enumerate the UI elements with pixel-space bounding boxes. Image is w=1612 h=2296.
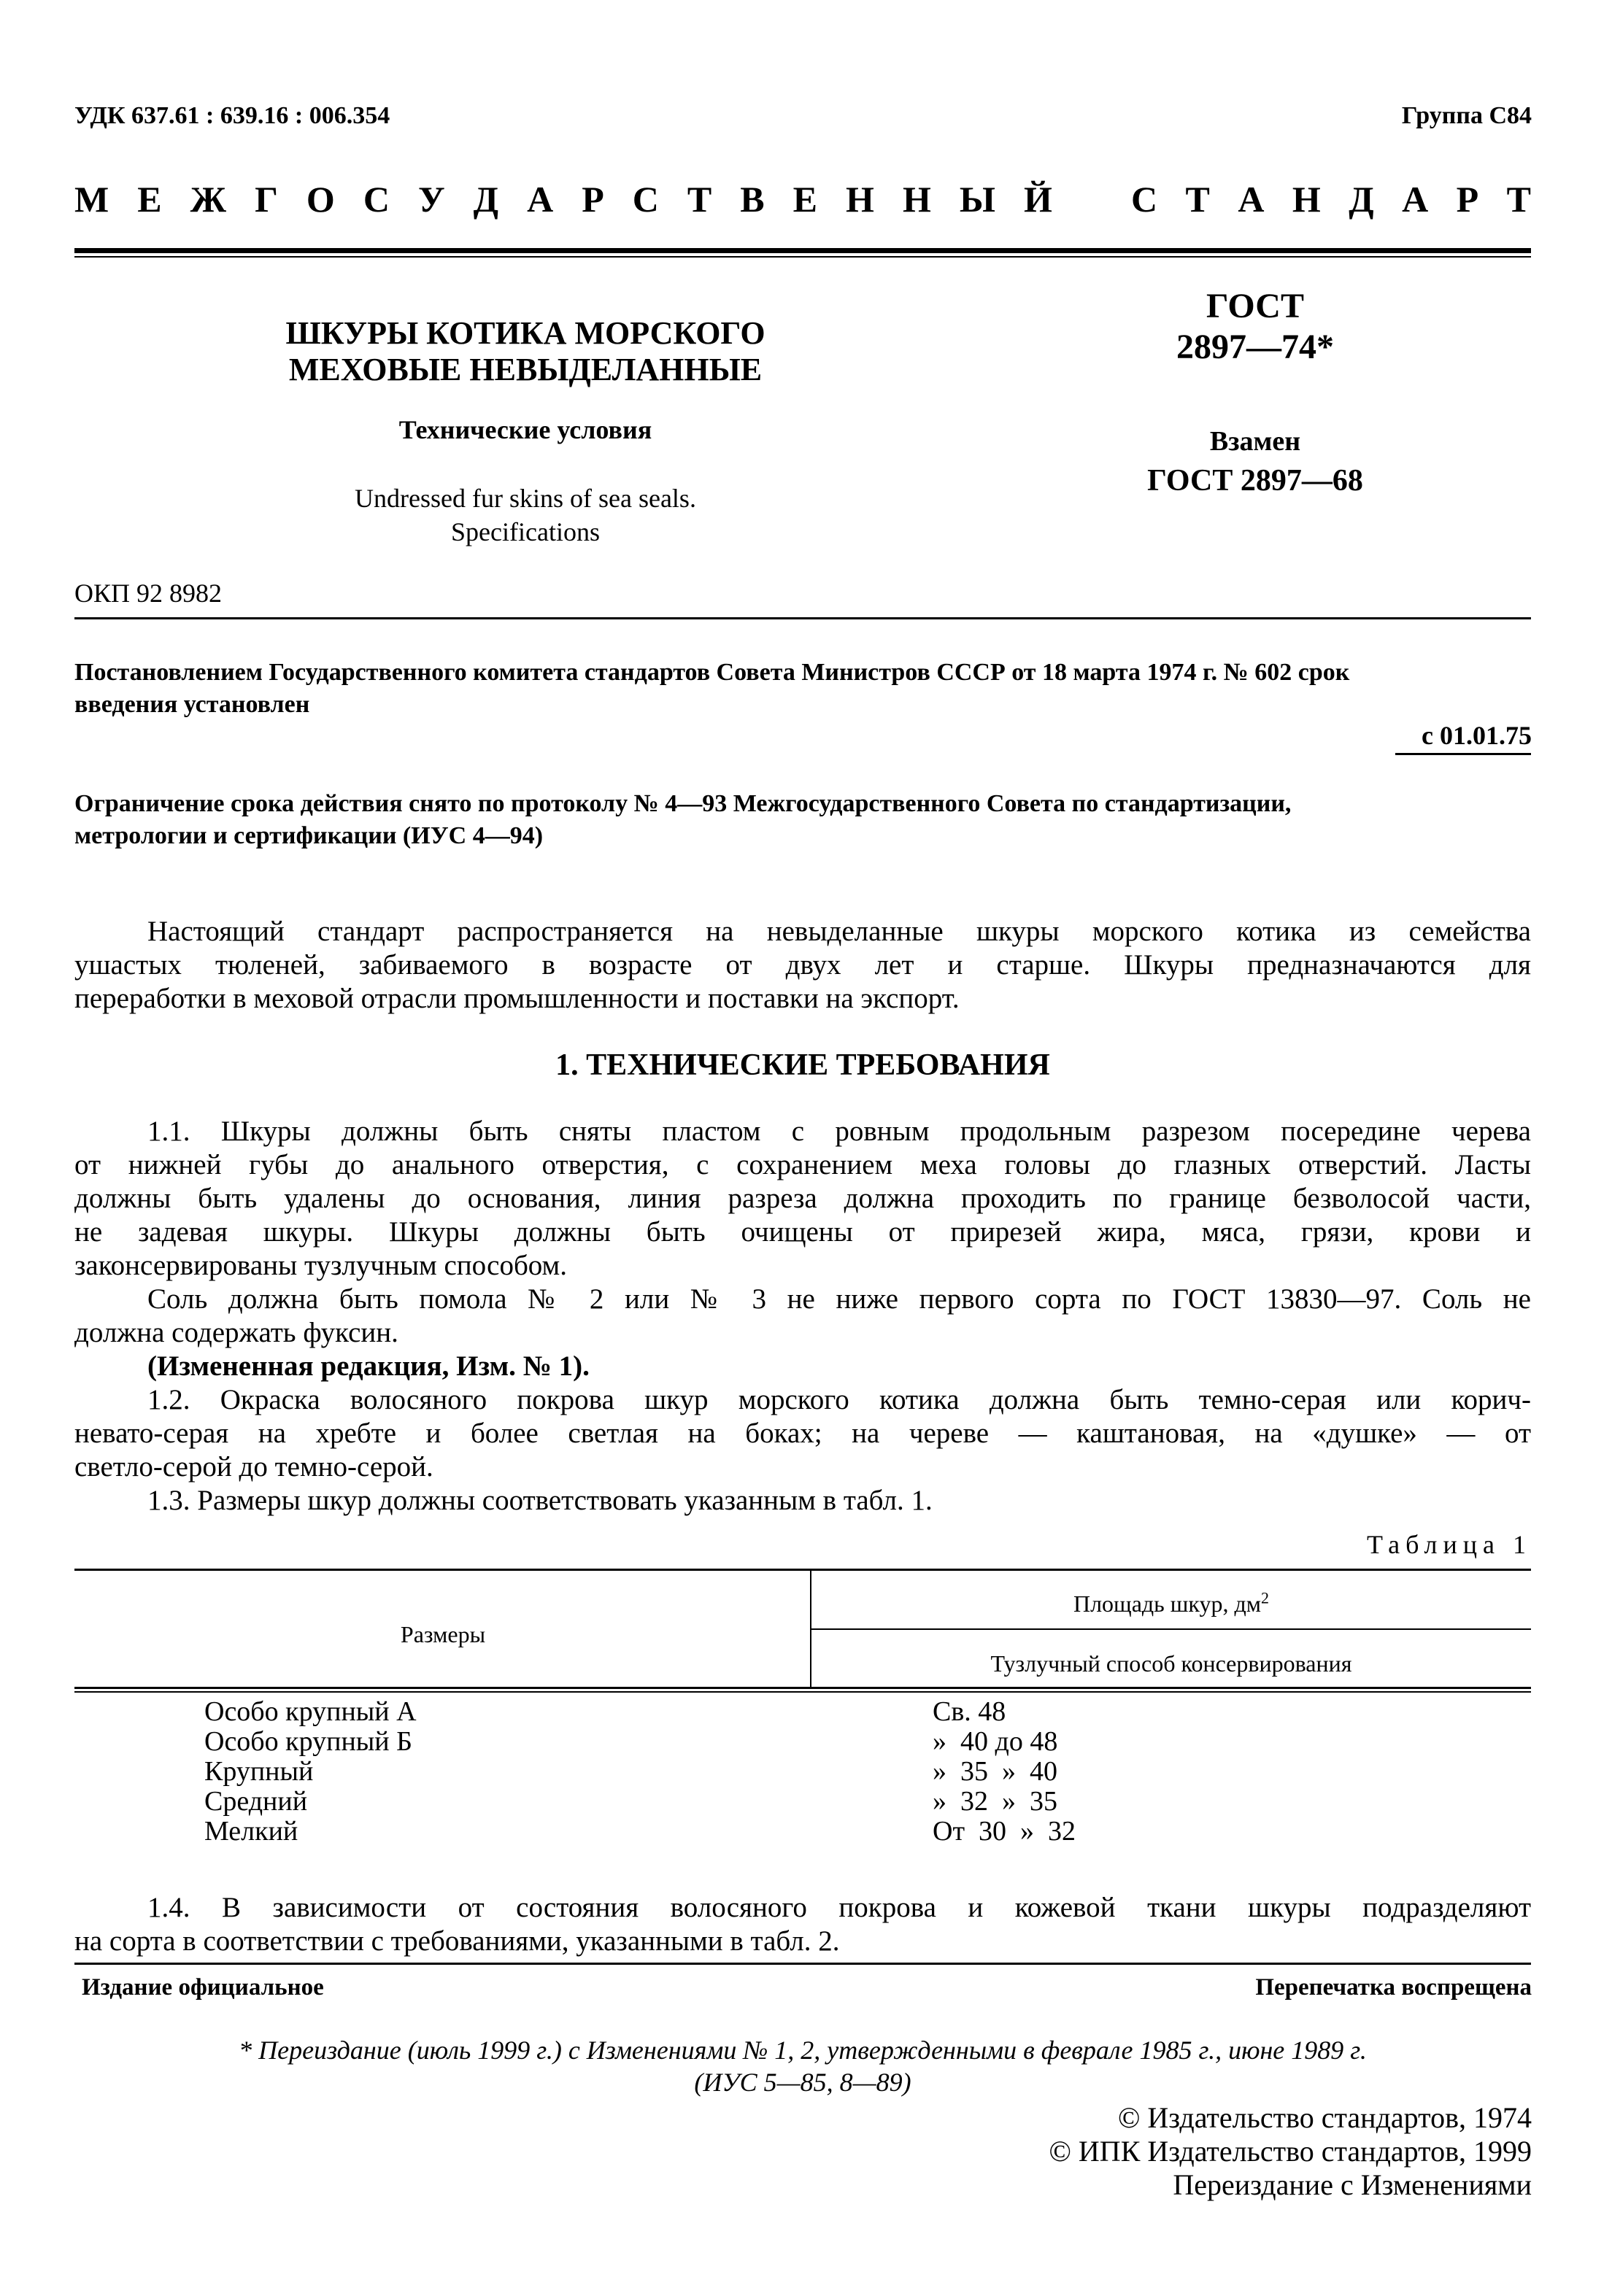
title-line-1: ШКУРЫ КОТИКА МОРСКОГО	[285, 315, 765, 351]
banner-letter: С	[1131, 179, 1158, 220]
banner-letter: Т	[687, 179, 712, 220]
p-1-4-line-2: на сорта в соответствии с требованиями, указанными в табл. 2.	[74, 1925, 840, 1957]
banner-letter: Е	[137, 179, 162, 220]
table-subheader-rule	[810, 1628, 1531, 1630]
replaces-label: Взамен	[1209, 426, 1301, 457]
gost-label: ГОСТ	[1206, 287, 1304, 325]
table-header-area-text: Площадь шкур, дм	[1073, 1590, 1262, 1617]
banner-letter: Г	[255, 179, 278, 220]
table-row-area: » 35 » 40	[933, 1756, 1057, 1787]
reissue-note-line-2: (ИУС 5—85, 8—89)	[694, 2068, 911, 2097]
title-block-rule	[74, 617, 1531, 619]
banner-letter: Р	[1456, 179, 1479, 220]
english-title-line-2: Specifications	[451, 517, 600, 546]
banner-letter: Д	[473, 179, 499, 220]
document-subtitle: Технические условия	[398, 415, 652, 444]
table-row-area: » 40 до 48	[933, 1726, 1058, 1757]
p-1-2-line-3: светло-серой до темно-серой.	[74, 1451, 433, 1483]
table-row-size: Средний	[204, 1786, 308, 1817]
limitation-line-1: Ограничение срока действия снято по протоколу № 4—93 Межгосударственного Совета по стандартизации,	[74, 790, 1292, 817]
decree-line-2: введения установлен	[74, 691, 310, 718]
intro-line-1: Настоящий стандарт распространяется на невыделанные шкуры морского котика из семейства	[147, 916, 1531, 947]
banner-letter: Р	[582, 179, 604, 220]
table-header-sizes: Размеры	[400, 1621, 486, 1647]
limitation-line-2: метрологии и сертификации (ИУС 4—94)	[74, 822, 544, 849]
table-row-area: Св. 48	[933, 1696, 1006, 1727]
english-title-line-1: Undressed fur skins of sea seals.	[355, 484, 696, 513]
reprint-prohibited: Перепечатка воспрещена	[1255, 1974, 1532, 2001]
banner-letter: Е	[792, 179, 817, 220]
table-sizes-column	[204, 1697, 417, 1847]
table-header-area	[811, 1590, 1531, 1617]
banner-word-interstate	[74, 178, 1052, 220]
banner-letter: Н	[846, 179, 874, 220]
standard-banner	[74, 178, 1531, 220]
section-1-body	[74, 1115, 1531, 1518]
copyright-1999: © ИПК Издательство стандартов, 1999	[1049, 2135, 1532, 2168]
copyright-block	[1049, 2101, 1532, 2202]
p-1-2-line-2: невато-серая на хребте и более светлая на боках; на череве — каштановая, на «душке» — от	[74, 1418, 1531, 1449]
intro-line-2: ушастых тюленей, забиваемого в возрасте от двух лет и старше. Шкуры предназначаются для	[74, 949, 1531, 981]
table-header-rule-1	[74, 1687, 1531, 1689]
banner-letter: С	[363, 179, 390, 220]
banner-letter: В	[740, 179, 765, 220]
table-row-size: Особо крупный А	[204, 1696, 417, 1727]
english-title	[161, 482, 890, 549]
banner-letter: Т	[1185, 179, 1210, 220]
banner-letter: М	[74, 179, 109, 220]
reissue-note	[74, 2034, 1531, 2098]
banner-letter: Ы	[959, 179, 995, 220]
table-row-size: Особо крупный Б	[204, 1726, 412, 1757]
p-1-4	[74, 1891, 1531, 1958]
banner-word-standard	[1131, 178, 1531, 220]
official-edition: Издание официальное	[82, 1974, 324, 2001]
table-row-size: Мелкий	[204, 1816, 298, 1847]
p-salt-line-2: должна содержать фуксин.	[74, 1317, 398, 1348]
replaces-gost: ГОСТ 2897—68	[1147, 464, 1363, 498]
p-1-1-line-1: 1.1. Шкуры должны быть сняты пластом с ровным продольным разрезом посередине черева	[147, 1116, 1531, 1147]
intro-line-3: переработки в меховой отрасли промышленности и поставки на экспорт.	[74, 983, 960, 1014]
banner-letter: Т	[1506, 179, 1531, 220]
banner-letter: Н	[902, 179, 931, 220]
table-1-caption: Таблица 1	[1367, 1530, 1532, 1559]
p-1-1-line-4: не задевая шкуры. Шкуры должны быть очищены от прирезей жира, мяса, грязи, крови и	[74, 1216, 1531, 1248]
banner-letter: А	[527, 179, 554, 220]
p-1-3: 1.3. Размеры шкур должны соответствовать указанным в табл. 1.	[147, 1485, 933, 1516]
banner-letter: Ж	[190, 179, 227, 220]
p-1-4-line-1: 1.4. В зависимости от состояния волосяного покрова и кожевой ткани шкуры подразделяют	[147, 1892, 1531, 1923]
table-row-area: От 30 » 32	[933, 1816, 1076, 1847]
document-title	[161, 315, 890, 388]
table-header-area-sup: 2	[1261, 1588, 1270, 1607]
p-1-1-line-5: законсервированы тузлучным способом.	[74, 1250, 567, 1281]
banner-letter: А	[1402, 179, 1429, 220]
reissue-with-changes: Переиздание с Изменениями	[1173, 2168, 1532, 2201]
decree-line-1: Постановлением Государственного комитета стандартов Совета Министров СССР от 18 марта 1974 г. № 602 срок	[74, 659, 1350, 686]
decree-text	[74, 657, 1531, 721]
effective-date: с 01.01.75	[1422, 721, 1532, 750]
gost-number: 2897—74*	[1176, 328, 1334, 366]
replaces-block	[1109, 422, 1401, 500]
reissue-note-line-1: * Переиздание (июль 1999 г.) с Изменениями № 1, 2, утвержденными в феврале 1985 г., июне 1989 г.	[239, 2036, 1367, 2065]
section-1-heading: 1. ТЕХНИЧЕСКИЕ ТРЕБОВАНИЯ	[555, 1048, 1050, 1082]
p-1-1-line-3: должны быть удалены до основания, линия разреза должна проходить по границе безволосой части,	[74, 1183, 1531, 1214]
banner-letter: Й	[1023, 179, 1052, 220]
p-1-2-line-1: 1.2. Окраска волосяного покрова шкур морского котика должна быть темно-серая или корич-	[147, 1384, 1531, 1415]
table-subheader-method: Тузлучный способ консервирования	[990, 1650, 1352, 1677]
banner-letter: Н	[1292, 179, 1321, 220]
table-top-rule	[74, 1569, 1531, 1571]
date-underline	[1395, 753, 1531, 755]
banner-letter: О	[306, 179, 335, 220]
p-1-1-line-2: от нижней губы до анального отверстия, с сохранением меха головы до глазных отверстий. Ласты	[74, 1149, 1531, 1180]
table-header-rule-2	[74, 1691, 1531, 1693]
table-row-area: » 32 » 35	[933, 1786, 1057, 1817]
group-code: Группа С84	[1401, 102, 1532, 129]
banner-letter: С	[632, 179, 659, 220]
edit-note: (Измененная редакция, Изм. № 1).	[147, 1350, 590, 1382]
banner-letter: А	[1238, 179, 1265, 220]
intro-paragraph	[74, 915, 1531, 1016]
banner-letter: У	[417, 179, 445, 220]
header-thick-rule	[74, 248, 1531, 253]
copyright-1974: © Издательство стандартов, 1974	[1117, 2101, 1532, 2134]
limitation-text	[74, 788, 1531, 852]
p-salt-line-1: Соль должна быть помола № 2 или № 3 не ниже первого сорта по ГОСТ 13830—97. Соль не	[147, 1283, 1531, 1315]
title-line-2: МЕХОВЫЕ НЕВЫДЕЛАННЫЕ	[288, 352, 763, 387]
table-area-column	[933, 1697, 1076, 1847]
banner-letter: Д	[1349, 179, 1374, 220]
table-row-size: Крупный	[204, 1756, 314, 1787]
okp-code: ОКП 92 8982	[74, 579, 223, 608]
header-thin-rule	[74, 256, 1531, 258]
gost-designation	[1109, 286, 1401, 368]
udk-code: УДК 637.61 : 639.16 : 006.354	[74, 102, 390, 129]
footer-rule	[74, 1963, 1531, 1965]
